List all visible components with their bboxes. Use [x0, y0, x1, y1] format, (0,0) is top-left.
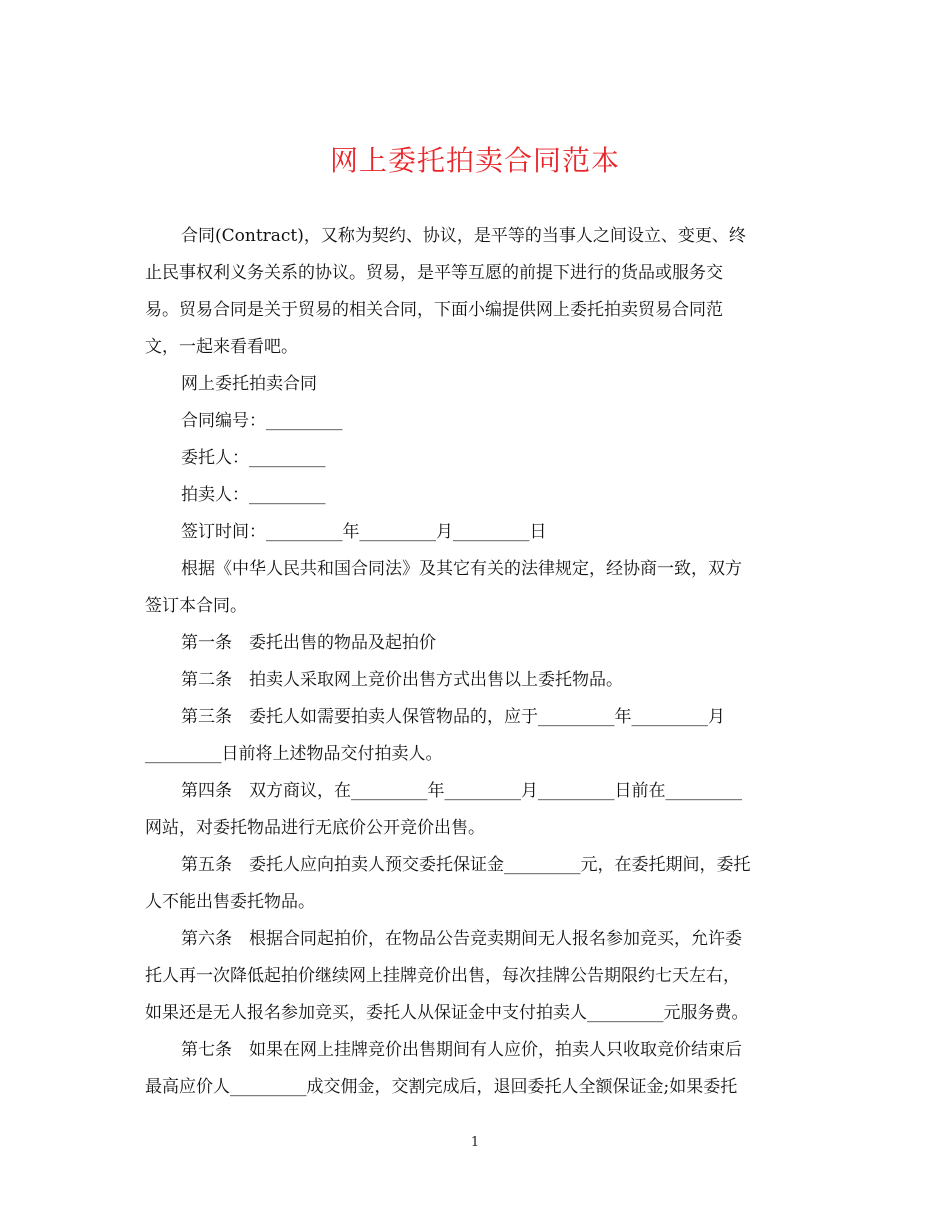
intro-line-2: 止民事权利义务关系的协议。贸易，是平等互愿的前提下进行的货品或服务交 — [145, 263, 723, 283]
article-4-line-1: 第四条 双方商议，在_________年_________月_________日前在_________ — [181, 781, 742, 801]
article-6-line-3: 如果还是无人报名参加竞买，委托人从保证金中支付拍卖人_________元服务费。 — [145, 1003, 749, 1023]
contract-heading: 网上委托拍卖合同 — [181, 374, 317, 394]
article-3-line-2: _________日前将上述物品交付拍卖人。 — [145, 744, 443, 764]
article-5-line-2: 人不能出售委托物品。 — [145, 892, 315, 912]
principal-field: 委托人：_________ — [181, 448, 326, 468]
document-body — [145, 218, 805, 1106]
article-2: 第二条 拍卖人采取网上竞价出售方式出售以上委托物品。 — [181, 670, 623, 690]
article-1: 第一条 委托出售的物品及起拍价 — [181, 633, 436, 653]
article-3-line-1: 第三条 委托人如需要拍卖人保管物品的，应于_________年_________月 — [181, 707, 725, 727]
document-title: 网上委托拍卖合同范本 — [329, 144, 620, 177]
preamble-line-1: 根据《中华人民共和国合同法》及其它有关的法律规定，经协商一致，双方 — [181, 559, 742, 579]
article-7-line-2: 最高应价人_________成交佣金，交割完成后，退回委托人全额保证金;如果委托 — [145, 1077, 738, 1097]
article-6-line-2: 托人再一次降低起拍价继续网上挂牌竞价出售，每次挂牌公告期限约七天左右， — [145, 966, 740, 986]
intro-line-1: 合同(Contract)，又称为契约、协议，是平等的当事人之间设立、变更、终 — [181, 226, 746, 246]
auctioneer-field: 拍卖人：_________ — [181, 485, 326, 505]
article-7-line-1: 第七条 如果在网上挂牌竞价出售期间有人应价，拍卖人只收取竞价结束后 — [181, 1040, 742, 1060]
contract-number-field: 合同编号：_________ — [181, 411, 343, 431]
page-number: 1 — [470, 1135, 480, 1150]
intro-line-3: 易。贸易合同是关于贸易的相关合同，下面小编提供网上委托拍卖贸易合同范 — [145, 300, 723, 320]
article-4-line-2: 网站，对委托物品进行无底价公开竞价出售。 — [145, 818, 485, 838]
preamble-line-2: 签订本合同。 — [145, 596, 247, 616]
article-6-line-1: 第六条 根据合同起拍价，在物品公告竞卖期间无人报名参加竞买，允许委 — [181, 929, 742, 949]
signing-date-field: 签订时间：_________年_________月_________日 — [181, 522, 547, 542]
article-5-line-1: 第五条 委托人应向拍卖人预交委托保证金_________元，在委托期间，委托 — [181, 855, 751, 875]
intro-line-4: 文，一起来看看吧。 — [145, 337, 298, 357]
